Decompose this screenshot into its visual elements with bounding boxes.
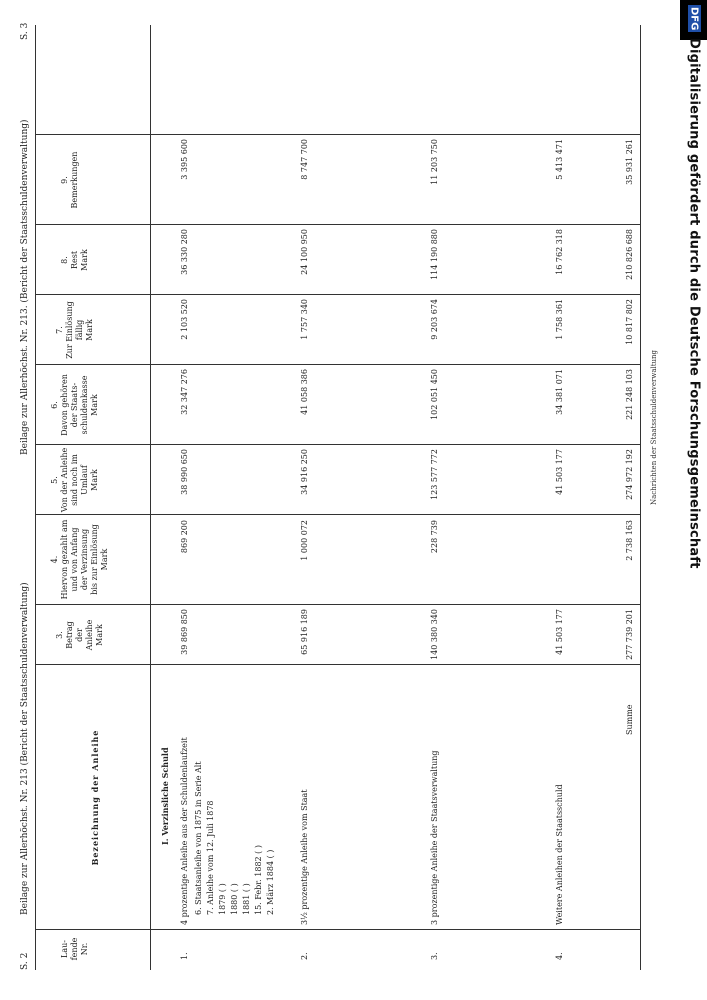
row-col5: 34 916 250 (300, 449, 309, 495)
row-label: 3½ prozentige Anleihe vom Staat (300, 789, 309, 925)
row-label: 3 prozentige Anleihe der Staatsverwaltung (430, 750, 439, 925)
row-col7: 2 103 520 (180, 299, 189, 340)
row-col8: 114 190 880 (430, 229, 439, 280)
col-sep (35, 224, 640, 225)
header-rule (150, 25, 151, 970)
row-col9: 11 203 750 (430, 139, 439, 185)
footnote: Nachrichten der Staatsschuldenverwaltung (650, 349, 658, 505)
header-col9: 9. Bemerkungen (60, 151, 79, 209)
row-col9: 8 747 700 (300, 139, 309, 180)
sum-col5: 274 972 192 (625, 449, 634, 500)
sum-col7: 10 817 802 (625, 299, 634, 345)
row-label: 15. Febr. 1882 ( ) (254, 845, 263, 915)
row-col7: 1 758 361 (555, 299, 564, 340)
col-sep (35, 134, 640, 135)
dfg-notice: Digitalisierung gefördert durch die Deutsche Forschungsgemeinschaft (686, 38, 702, 569)
dfg-logo: DFG (688, 7, 700, 31)
sum-col8: 210 826 688 (625, 229, 634, 280)
row-col3: 140 380 340 (430, 609, 439, 660)
row-col8: 16 762 318 (555, 229, 564, 275)
row-col8: 24 100 950 (300, 229, 309, 275)
row-col7: 9 203 674 (430, 299, 439, 340)
row-nr: 2. (300, 952, 309, 960)
right-page-number: S. 3 (20, 22, 30, 40)
right-running-head: Beilage zur Allerhöchst. Nr. 213. (Bericht der Staatsschuldenverwaltung) (20, 119, 30, 455)
header-nr: Lau- fende Nr. (60, 937, 89, 961)
header-col3: 3. Betrag der Anleihe Mark (55, 619, 104, 651)
row-nr: 3. (430, 952, 439, 960)
row-col5: 123 577 772 (430, 449, 439, 500)
row-col6: 41 058 386 (300, 369, 309, 415)
section-title: I. Verzinsliche Schuld (160, 747, 170, 845)
row-col4: 869 200 (180, 520, 189, 554)
sum-col4: 2 738 163 (625, 520, 634, 561)
row-col3: 39 869 850 (180, 609, 189, 655)
col-sep (35, 444, 640, 445)
left-page-number: S. 2 (20, 952, 30, 970)
col-sep (35, 514, 640, 515)
col-sep (35, 604, 640, 605)
header-col5: 5. Von der Anleihe sind noch im Umlauf Mark (50, 447, 99, 513)
row-col7: 1 757 340 (300, 299, 309, 340)
header-col8: 8. Rest Mark (60, 249, 89, 271)
header-col4: 4. Hiervon gezahlt am und von Anfang der Verzinsung bis zur Einlösung Mark (50, 519, 109, 600)
row-col5: 38 990 650 (180, 449, 189, 495)
header-col6: 6. Davon gehören der Staats- schuldenkasse Mark (50, 374, 99, 436)
row-label: 1880 ( ) (230, 883, 239, 915)
row-col3: 41 503 177 (555, 609, 564, 655)
sum-label: Summe (625, 704, 634, 735)
sum-col3: 277 739 201 (625, 609, 634, 660)
sum-col9: 35 931 261 (625, 139, 634, 185)
row-col4: 1 000 072 (300, 520, 309, 561)
row-col8: 36 330 280 (180, 229, 189, 275)
row-col4: 228 739 (430, 520, 439, 554)
sum-col6: 221 248 103 (625, 369, 634, 420)
scanned-page (0, 5, 670, 985)
left-running-head: Beilage zur Allerhöchst. Nr. 213 (Bericht der Staatsschuldenverwaltung) (20, 582, 30, 915)
col-sep (35, 364, 640, 365)
bottom-rule (640, 25, 641, 970)
col-sep (35, 664, 640, 665)
row-col9: 5 413 471 (555, 139, 564, 180)
row-col3: 65 916 189 (300, 609, 309, 655)
dfg-sidebar (683, 5, 705, 985)
row-col6: 102 051 450 (430, 369, 439, 420)
row-label: Weitere Anleihen der Staatsschuld (555, 784, 564, 925)
header-bezeichnung: Bezeichnung der Anleihe (90, 729, 100, 866)
row-col9: 3 395 600 (180, 139, 189, 180)
row-label: 4 prozentige Anleihe aus der Schuldenlaufzeit (180, 737, 189, 925)
row-nr: 1. (180, 952, 189, 960)
col-sep (35, 929, 640, 930)
header-col7: 7. Zur Einlösung fällig Mark (55, 301, 94, 359)
col-sep (35, 294, 640, 295)
row-col5: 41 503 177 (555, 449, 564, 495)
row-label: 2. März 1884 ( ) (266, 849, 275, 915)
row-nr: 4. (555, 952, 564, 960)
row-label: 6. Staatsanleihe von 1875 in Serie Alt (194, 761, 203, 915)
top-rule (35, 25, 36, 970)
row-label: 1879 ( ) (218, 883, 227, 915)
row-label: 1881 ( ) (242, 883, 251, 915)
row-label: 7. Anleihe vom 12. Juli 1878 (206, 800, 215, 915)
row-col6: 32 347 276 (180, 369, 189, 415)
row-col6: 34 381 071 (555, 369, 564, 415)
